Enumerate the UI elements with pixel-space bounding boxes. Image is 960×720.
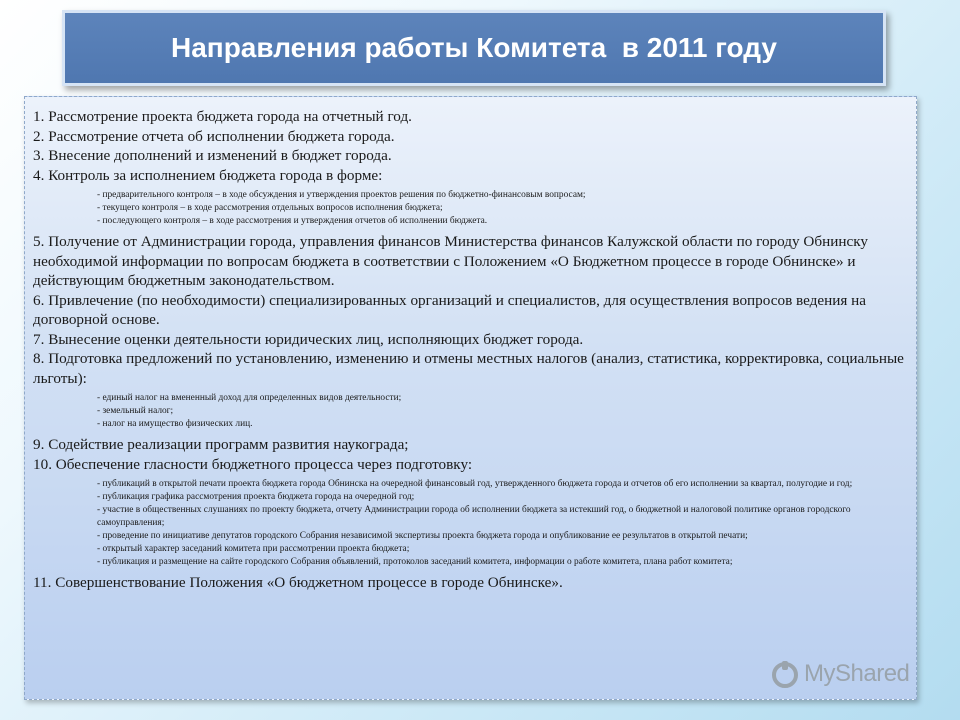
sub-item: - проведение по инициативе депутатов городского Собрания независимой экспертизы проекта бюджета города и опубликование ее результатов в открытой печати; — [97, 531, 748, 541]
list-item: 2. Рассмотрение отчета об исполнении бюджета города. — [33, 127, 395, 145]
sub-item: - предварительного контроля – в ходе обсуждения и утверждения проектов решения по бюджетно-финансовым вопросам; — [97, 190, 586, 200]
slide-title: Направления работы Комитета в 2011 году — [171, 32, 777, 63]
list-item: 9. Содействие реализации программ развития наукограда; — [33, 436, 409, 453]
list-item: 6. Привлечение (по необходимости) специализированных организаций и специалистов, для осуществления вопросов ведения на договорной основе. — [33, 291, 867, 328]
sub-item: - текущего контроля – в ходе рассмотрения отдельных вопросов исполнения бюджета; — [97, 203, 443, 213]
sub-item: - участие в общественных слушаниях по проекту бюджета, отчету Администрации города об исполнении бюджета за истекший год, о бюджетной и налоговой политике органов городского самоуправления; — [97, 505, 851, 528]
sub-item: - земельный налог; — [97, 406, 174, 416]
list-item: 8. Подготовка предложений по установлению, изменению и отмены местных налогов (анализ, статистика, корректировка, социальные льготы): — [33, 350, 904, 387]
myshared-watermark — [770, 654, 930, 694]
sub-item: - последующего контроля – в ходе рассмотрения и утверждения отчетов об исполнении бюджета. — [97, 216, 488, 226]
list-item: 3. Внесение дополнений и изменений в бюджет города. — [33, 147, 392, 164]
list-item: 1. Рассмотрение проекта бюджета города на отчетный год. — [33, 108, 412, 125]
sub-item: - единый налог на вмененный доход для определенных видов деятельности; — [97, 393, 402, 403]
list-item: 11. Совершенствование Положения «О бюджетном процессе в городе Обнинске». — [33, 574, 563, 591]
list-item: 4. Контроль за исполнением бюджета города в форме: — [33, 166, 383, 184]
sub-item: - налог на имущество физических лиц. — [97, 419, 253, 429]
content-panel — [24, 96, 917, 700]
watermark-text: MyShared — [804, 660, 910, 687]
sub-item: - публикация графика рассмотрения проекта бюджета города на очередной год; — [97, 492, 415, 502]
sub-item: - публикаций в открытой печати проекта бюджета города Обнинска на очередной финансовый год, утвержденного бюджета города и отчетов об его исполнении за квартал, полугодие и год; — [97, 479, 853, 489]
list-item: 7. Вынесение оценки деятельности юридических лиц, исполняющих бюджет города. — [33, 330, 584, 348]
sub-item: - публикация и размещение на сайте городского Собрания объявлений, протоколов заседаний комитета, информации о работе комитета, плана работ комитета; — [97, 557, 733, 567]
list-item: 10. Обеспечение гласности бюджетного процесса через подготовку: — [33, 455, 473, 473]
title-banner — [62, 10, 886, 86]
sub-item: - открытый характер заседаний комитета при рассмотрении проекта бюджета; — [97, 544, 410, 554]
list-item: 5. Получение от Администрации города, управления финансов Министерства финансов Калужской области по городу Обнинску необходимой информации по вопросам бюджета в соответствии с Положением «О Бюджетном процессе в городе Обнинске» и действующим бюджетным законодательством. — [33, 233, 868, 289]
myshared-logo-icon — [770, 659, 800, 689]
